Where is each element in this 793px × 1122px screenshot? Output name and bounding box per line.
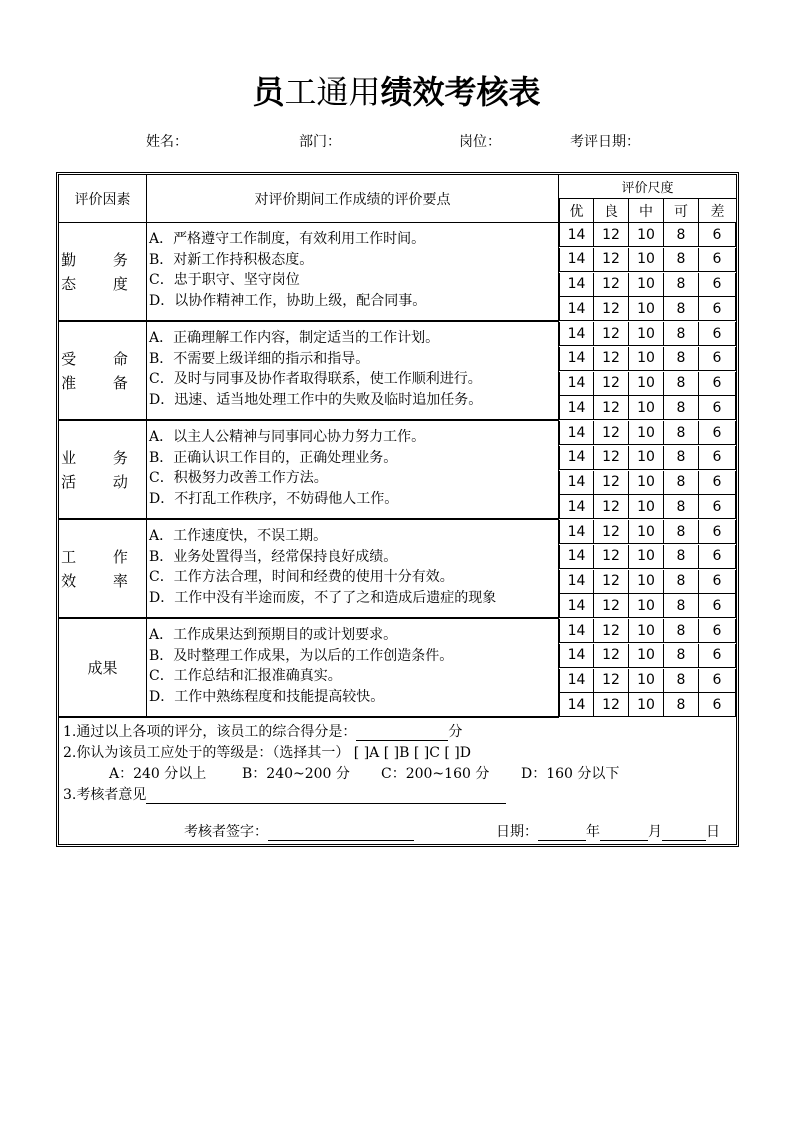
score-option[interactable]: 14 bbox=[559, 669, 594, 693]
score-option[interactable]: 6 bbox=[699, 446, 736, 470]
score-option[interactable]: 14 bbox=[559, 570, 594, 594]
score-row bbox=[559, 644, 736, 669]
score-option[interactable]: 8 bbox=[664, 322, 699, 346]
points-cell bbox=[147, 223, 559, 322]
score-row bbox=[559, 495, 736, 520]
criteria-item: A．工作成果达到预期目的或计划要求。 bbox=[149, 627, 398, 643]
score-option[interactable]: 14 bbox=[559, 495, 594, 519]
score-option[interactable]: 14 bbox=[559, 297, 594, 321]
score-grid bbox=[559, 421, 736, 520]
score-option[interactable]: 12 bbox=[594, 471, 629, 495]
score-option[interactable]: 10 bbox=[629, 396, 664, 420]
grade-excellent: 优 bbox=[559, 199, 594, 223]
points-cell bbox=[147, 322, 559, 421]
score-option[interactable]: 10 bbox=[629, 322, 664, 346]
score-row bbox=[559, 471, 736, 496]
total-score-field[interactable] bbox=[356, 726, 448, 741]
score-row bbox=[559, 570, 736, 595]
factor-label: 活 动 bbox=[61, 472, 144, 491]
score-row bbox=[559, 545, 736, 570]
score-option[interactable]: 8 bbox=[664, 297, 699, 321]
score-option[interactable]: 6 bbox=[699, 471, 736, 495]
factor-label: 勤 务 bbox=[61, 250, 144, 269]
criteria-item: B．业务处置得当，经常保持良好成绩。 bbox=[149, 548, 398, 565]
score-row bbox=[559, 594, 736, 619]
score-row bbox=[559, 619, 736, 644]
score-option[interactable]: 6 bbox=[699, 421, 736, 445]
score-option[interactable]: 12 bbox=[594, 644, 629, 668]
score-option[interactable]: 12 bbox=[594, 446, 629, 470]
score-option[interactable]: 14 bbox=[559, 347, 594, 371]
criteria-item: B．对新工作持积极态度。 bbox=[149, 251, 314, 268]
score-option[interactable]: 10 bbox=[629, 619, 664, 643]
score-option[interactable]: 8 bbox=[664, 396, 699, 420]
criteria-item: C．及时与同事及协作者取得联系，使工作顺利进行。 bbox=[149, 371, 482, 387]
score-option[interactable]: 10 bbox=[629, 421, 664, 445]
points-cell bbox=[147, 421, 559, 520]
score-option[interactable]: 6 bbox=[699, 545, 736, 569]
score-option[interactable]: 10 bbox=[629, 372, 664, 396]
score-option[interactable]: 8 bbox=[664, 669, 699, 693]
criteria-item: C．工作方法合理，时间和经费的使用十分有效。 bbox=[149, 569, 454, 585]
points-cell bbox=[147, 619, 559, 718]
criteria-item: D．迅速、适当地处理工作中的失败及临时追加任务。 bbox=[149, 391, 483, 408]
score-option[interactable]: 14 bbox=[559, 396, 594, 420]
score-grid bbox=[559, 619, 736, 718]
score-option[interactable]: 8 bbox=[664, 594, 699, 618]
grade-poor: 差 bbox=[699, 199, 736, 223]
factor-cell bbox=[59, 520, 147, 619]
score-option[interactable]: 8 bbox=[664, 248, 699, 272]
review-date-label: 考评日期： bbox=[570, 134, 640, 150]
criteria-item: D．以协作精神工作，协助上级，配合同事。 bbox=[149, 292, 427, 309]
grade-good: 良 bbox=[594, 199, 629, 223]
score-option[interactable]: 8 bbox=[664, 347, 699, 371]
score-option[interactable]: 14 bbox=[559, 322, 594, 346]
score-option[interactable]: 12 bbox=[594, 297, 629, 321]
score-option[interactable]: 6 bbox=[699, 644, 736, 668]
score-option[interactable]: 8 bbox=[664, 421, 699, 445]
score-option[interactable]: 10 bbox=[629, 248, 664, 272]
criteria-item: C．积极努力改善工作方法。 bbox=[149, 470, 328, 486]
department-label: 部门： bbox=[299, 134, 341, 150]
grade-fair: 可 bbox=[664, 199, 699, 223]
score-option[interactable]: 14 bbox=[559, 446, 594, 470]
month-field[interactable] bbox=[600, 826, 648, 841]
score-option[interactable]: 8 bbox=[664, 570, 699, 594]
score-option[interactable]: 10 bbox=[629, 471, 664, 495]
summary-section bbox=[59, 719, 736, 844]
criteria-item: C．工作总结和汇报准确真实。 bbox=[149, 668, 342, 684]
criteria-item: B．正确认识工作目的，正确处理业务。 bbox=[149, 449, 398, 466]
score-option[interactable]: 8 bbox=[664, 520, 699, 544]
criteria-item: B．不需要上级详细的指示和指导。 bbox=[149, 350, 370, 367]
score-row bbox=[559, 446, 736, 471]
score-option[interactable]: 6 bbox=[699, 570, 736, 594]
factor-label: 准 备 bbox=[61, 373, 144, 392]
grade-a-desc: A：240 分以上 bbox=[109, 766, 207, 782]
score-option[interactable]: 12 bbox=[594, 570, 629, 594]
evaluation-section bbox=[59, 421, 736, 520]
header-points: 对评价期间工作成绩的评价要点 bbox=[147, 175, 559, 223]
reviewer-opinion-field[interactable] bbox=[146, 789, 506, 804]
criteria-item: D．不打乱工作秩序，不妨碍他人工作。 bbox=[149, 490, 399, 507]
score-option[interactable]: 6 bbox=[699, 347, 736, 371]
reviewer-opinion-line: 3.考核者意见 bbox=[63, 786, 506, 804]
score-option[interactable]: 10 bbox=[629, 669, 664, 693]
score-option[interactable]: 10 bbox=[629, 297, 664, 321]
score-option[interactable]: 14 bbox=[559, 421, 594, 445]
score-grid bbox=[559, 223, 736, 322]
score-option[interactable]: 14 bbox=[559, 619, 594, 643]
score-option[interactable]: 12 bbox=[594, 372, 629, 396]
score-option[interactable]: 14 bbox=[559, 594, 594, 618]
name-label: 姓名： bbox=[146, 134, 188, 150]
factor-label: 业 务 bbox=[61, 448, 144, 467]
criteria-item: A．以主人公精神与同事同心协力努力工作。 bbox=[149, 429, 426, 445]
score-option[interactable]: 10 bbox=[629, 347, 664, 371]
score-option[interactable]: 14 bbox=[559, 644, 594, 668]
factor-cell bbox=[59, 322, 147, 421]
signer-line: 考核者签字： bbox=[184, 823, 414, 841]
score-option[interactable]: 12 bbox=[594, 520, 629, 544]
score-row bbox=[559, 396, 736, 421]
score-option[interactable]: 12 bbox=[594, 594, 629, 618]
evaluation-section bbox=[59, 223, 736, 322]
score-option[interactable]: 6 bbox=[699, 669, 736, 693]
score-row bbox=[559, 297, 736, 322]
score-option[interactable]: 12 bbox=[594, 669, 629, 693]
header-scale: 评价尺度 bbox=[559, 175, 736, 199]
factor-cell bbox=[59, 223, 147, 322]
criteria-item: A．正确理解工作内容，制定适当的工作计划。 bbox=[149, 330, 440, 346]
score-row bbox=[559, 520, 736, 545]
grade-question: 2.你认为该员工应处于的等级是：（选择其一） [ ]A [ ]B [ ]C [ ]D bbox=[63, 745, 471, 761]
grade-b-desc: B：240~200 分 bbox=[242, 766, 350, 782]
score-option[interactable]: 12 bbox=[594, 322, 629, 346]
score-option[interactable]: 12 bbox=[594, 347, 629, 371]
score-row bbox=[559, 669, 736, 694]
factor-label: 效 率 bbox=[61, 571, 144, 590]
score-row bbox=[559, 322, 736, 347]
points-cell bbox=[147, 520, 559, 619]
score-option[interactable]: 14 bbox=[559, 471, 594, 495]
score-grid bbox=[559, 322, 736, 421]
score-option[interactable]: 14 bbox=[559, 273, 594, 297]
score-option[interactable]: 6 bbox=[699, 495, 736, 519]
score-option[interactable]: 10 bbox=[629, 644, 664, 668]
criteria-item: D．工作中熟练程度和技能提高较快。 bbox=[149, 688, 385, 705]
criteria-item: B．及时整理工作成果，为以后的工作创造条件。 bbox=[149, 647, 454, 664]
score-option[interactable]: 10 bbox=[629, 570, 664, 594]
score-option[interactable]: 14 bbox=[559, 223, 594, 247]
score-row bbox=[559, 273, 736, 298]
year-field[interactable] bbox=[538, 826, 586, 841]
score-option[interactable]: 8 bbox=[664, 644, 699, 668]
score-row bbox=[559, 223, 736, 248]
factor-cell bbox=[59, 619, 147, 718]
score-option[interactable]: 8 bbox=[664, 471, 699, 495]
factor-label: 成果 bbox=[87, 658, 118, 677]
criteria-item: D．工作中没有半途而废，不了了之和造成后遗症的现象 bbox=[149, 589, 497, 606]
score-option[interactable]: 6 bbox=[699, 223, 736, 247]
score-option[interactable]: 12 bbox=[594, 619, 629, 643]
factor-cell bbox=[59, 421, 147, 520]
score-option[interactable]: 10 bbox=[629, 223, 664, 247]
factor-label: 态 度 bbox=[61, 274, 144, 293]
score-option[interactable]: 12 bbox=[594, 273, 629, 297]
score-grid bbox=[559, 520, 736, 619]
factor-label: 工 作 bbox=[61, 547, 144, 566]
header-factor: 评价因素 bbox=[59, 175, 147, 223]
signer-field[interactable] bbox=[268, 826, 414, 841]
score-option[interactable]: 8 bbox=[664, 273, 699, 297]
score-option[interactable]: 6 bbox=[699, 619, 736, 643]
score-option[interactable]: 6 bbox=[699, 520, 736, 544]
score-option[interactable]: 14 bbox=[559, 248, 594, 272]
score-option[interactable]: 12 bbox=[594, 545, 629, 569]
day-field[interactable] bbox=[662, 826, 706, 841]
grade-c-desc: C：200~160 分 bbox=[381, 766, 490, 782]
score-row bbox=[559, 372, 736, 397]
score-option[interactable]: 14 bbox=[559, 520, 594, 544]
score-option[interactable]: 8 bbox=[664, 495, 699, 519]
score-option[interactable]: 14 bbox=[559, 372, 594, 396]
score-option[interactable]: 10 bbox=[629, 520, 664, 544]
score-option[interactable]: 14 bbox=[559, 545, 594, 569]
score-option[interactable]: 14 bbox=[559, 693, 594, 717]
date-line: 日期： 年 月 日 bbox=[496, 824, 720, 840]
score-option[interactable]: 6 bbox=[699, 693, 736, 717]
page-title: 员工通用绩效考核表 bbox=[252, 73, 541, 111]
factor-label: 受 命 bbox=[61, 349, 144, 368]
evaluation-section bbox=[59, 322, 736, 421]
evaluation-section bbox=[59, 520, 736, 619]
score-option[interactable]: 10 bbox=[629, 545, 664, 569]
score-option[interactable]: 10 bbox=[629, 273, 664, 297]
score-row bbox=[559, 347, 736, 372]
grade-medium: 中 bbox=[629, 199, 664, 223]
score-row bbox=[559, 693, 736, 718]
evaluation-table bbox=[56, 172, 739, 847]
score-option[interactable]: 6 bbox=[699, 297, 736, 321]
score-option[interactable]: 10 bbox=[629, 446, 664, 470]
score-option[interactable]: 12 bbox=[594, 693, 629, 717]
score-row bbox=[559, 248, 736, 273]
score-option[interactable]: 6 bbox=[699, 248, 736, 272]
score-option[interactable]: 12 bbox=[594, 248, 629, 272]
score-option[interactable]: 10 bbox=[629, 495, 664, 519]
grade-d-desc: D：160 分以下 bbox=[521, 766, 620, 782]
score-option[interactable]: 6 bbox=[699, 594, 736, 618]
score-option[interactable]: 6 bbox=[699, 396, 736, 420]
score-option[interactable]: 12 bbox=[594, 396, 629, 420]
score-option[interactable]: 8 bbox=[664, 545, 699, 569]
score-option[interactable]: 6 bbox=[699, 322, 736, 346]
criteria-item: A．工作速度快，不误工期。 bbox=[149, 528, 328, 544]
score-option[interactable]: 6 bbox=[699, 372, 736, 396]
position-label: 岗位： bbox=[459, 134, 501, 150]
criteria-item: A．严格遵守工作制度，有效利用工作时间。 bbox=[149, 231, 426, 247]
total-score-line: 1.通过以上各项的评分，该员工的综合得分是： 分 bbox=[63, 724, 463, 740]
score-option[interactable]: 10 bbox=[629, 594, 664, 618]
score-option[interactable]: 6 bbox=[699, 273, 736, 297]
criteria-item: C．忠于职守、坚守岗位 bbox=[149, 272, 300, 288]
score-option[interactable]: 12 bbox=[594, 421, 629, 445]
score-option[interactable]: 12 bbox=[594, 495, 629, 519]
score-option[interactable]: 8 bbox=[664, 619, 699, 643]
score-option[interactable]: 10 bbox=[629, 693, 664, 717]
score-row bbox=[559, 421, 736, 446]
score-option[interactable]: 8 bbox=[664, 446, 699, 470]
evaluation-section bbox=[59, 619, 736, 718]
score-option[interactable]: 12 bbox=[594, 223, 629, 247]
score-option[interactable]: 8 bbox=[664, 372, 699, 396]
score-option[interactable]: 8 bbox=[664, 693, 699, 717]
score-option[interactable]: 8 bbox=[664, 223, 699, 247]
